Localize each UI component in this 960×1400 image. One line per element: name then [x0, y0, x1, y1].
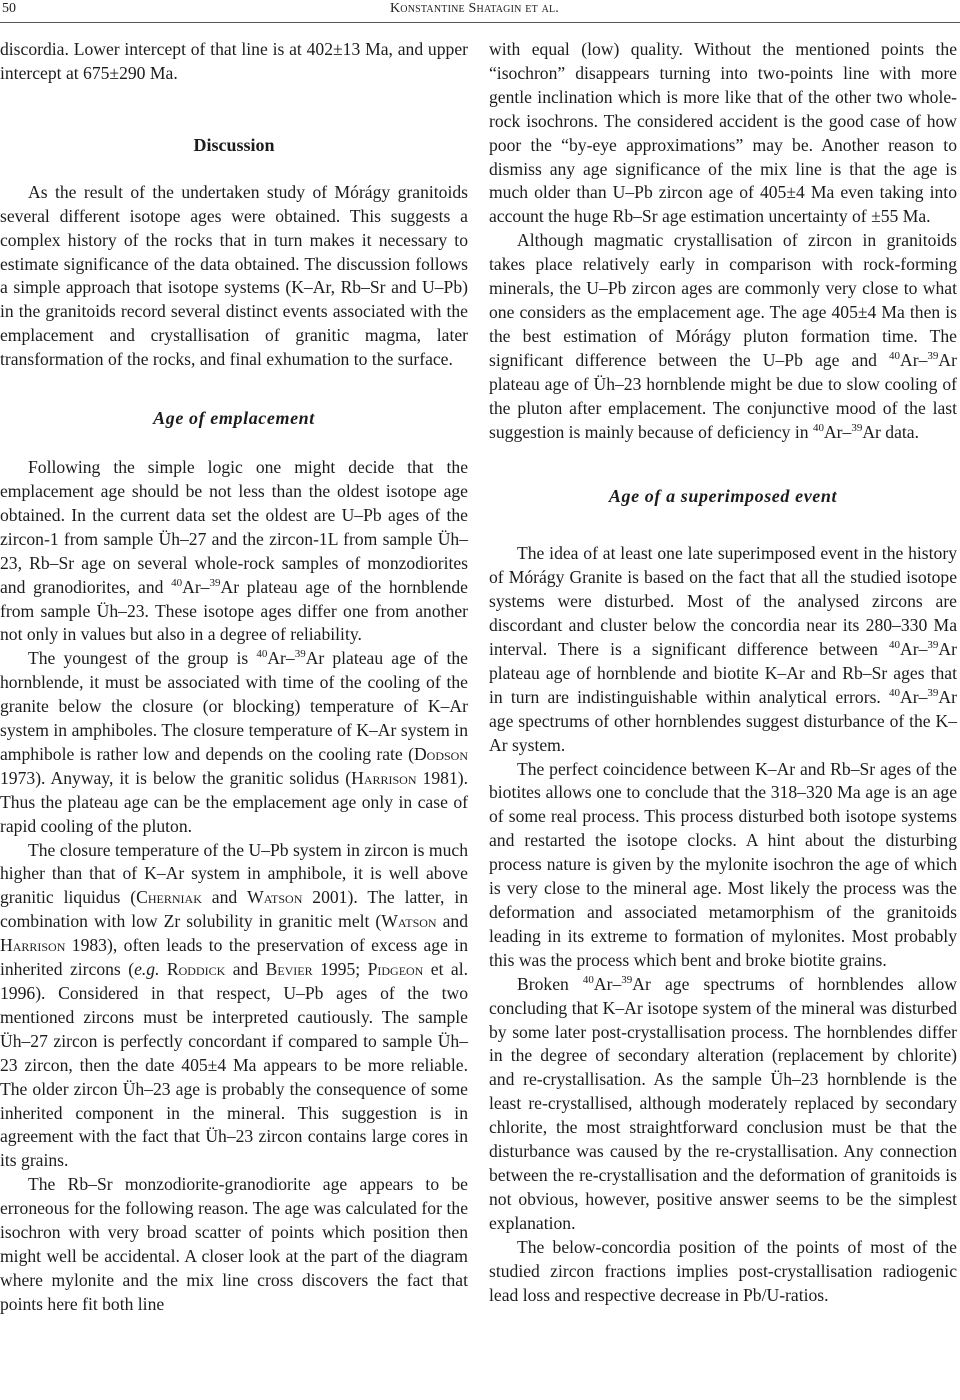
- citation-author: Cherniak: [136, 887, 202, 908]
- paragraph: Although magmatic crystallisation of zircon in granitoids takes place relatively early in comparison with rock-forming minerals, the U–Pb zircon ages are commonly very close to what one considers as the emplacement age. The age 405±4 Ma then is the best estimation of Mórágy pluton formation time. The significant difference between the U–Pb age and $^{40}$Ar–$^{39}$Ar plateau age of Üh–23 hornblende might be due to slow cooling of the pluton after emplacement. The conjunctive mood of the last suggestion is mainly because of deficiency in $^{40}$Ar–$^{39}$Ar data.: [489, 230, 957, 442]
- paragraph-continued: discordia. Lower intercept of that line is at 402±13 Ma, and upper intercept at 675±290 Ma.: [0, 39, 468, 83]
- paragraph: Broken $^{40}$Ar–$^{39}$Ar age spectrums of hornblendes allow concluding that K–Ar isotope system of the mineral was disturbed by some later post-crystallisation process. The hornblendes differ in the degree of secondary alteration (replacement by chlorite) and re-crystallisation. As the sample Üh–23 hornblende is the least re-crystallised, although moderately replaced by secondary chlorite, the most straightforward conclusion must be that the disturbance was caused by the re-crystallisation. Any connection between the re-crystallisation and the deformation of granitoids is not obvious, however, positive answer seems to be the simplest explanation.: [489, 973, 957, 1233]
- citation-author: Roddick: [166, 959, 226, 980]
- paragraph-continued: with equal (low) quality. Without the mentioned points the “isochron” disappears turning into two-points line with more gentle inclination which is more like that of the other two whole-rock isochrons. The considered accident is the good case of how poor the “by-eye approximations” may be. Another reason to dismiss any age significance of the mix line is that the age is much older than U–Pb zircon age of 405±4 Ma even taking into account the huge Rb–Sr age estimation uncertainty of ±55 Ma.: [489, 39, 957, 227]
- paragraph: The below-concordia position of the points of most of the studied zircon fractions implies post-crystallisation radiogenic lead loss and respective decrease in Pb/U-ratios.: [489, 1236, 957, 1305]
- subsection-heading-age-of-emplacement: Age of emplacement: [153, 408, 315, 429]
- citation-author: Harrison: [351, 767, 417, 788]
- running-title: Konstantine Shatagin et al.: [390, 1, 560, 16]
- paragraph: The closure temperature of the U–Pb system in zircon is much higher than that of K–Ar system in amphibole, it is well above granitic liquidus (Cherniak and Watson 2001). The latter, in combination with low Zr solubility in granitic melt (Watson and Harrison 1983), often leads to the preservation of excess age in inherited zircons (e.g. Roddick and Bevier 1995; Pidgeon et al. 1996). Considered in that respect, U–Pb ages of the two mentioned zircons must be interpreted cautiously. The sample Üh–27 zircon is perfectly concordant if compared to sample Üh–23 zircon, then the date 405±4 Ma appears to be more reliable. The older zircon Üh–23 age is probably the consequence of some inherited component in the mineral. This suggestion is in agreement with the fact that Üh–23 zircon contains large cores in its grains.: [0, 839, 469, 1171]
- citation-author: Dodson: [413, 743, 468, 764]
- paragraph: As the result of the undertaken study of Mórágy granitoids several different isotope ages were obtained. This suggests a complex history of the rocks that in turn makes it necessary to estimate significance of the data obtained. The discussion follows a simple approach that isotope systems (K–Ar, Rb–Sr and U–Pb) in the granitoids record several distinct events associated with the emplacement and crystallisation of granitic magma, later transformation of the rocks, and final exhumation to the surface.: [0, 181, 468, 370]
- paragraph: The perfect coincidence between K–Ar and Rb–Sr ages of the biotites allows one to conclude that the 318–320 Ma age is an age of some real process. This process disturbed both isotope systems and restarted the isotope clocks. A hint about the disturbing process nature is given by the mylonite isochron the age of which is very close to the mineral age. Most likely the process was the deformation and associated metamorphism of the granitoids leading in its extreme to formation of mylonites. Most probably this was the process which bent and broke biotite grains.: [489, 758, 957, 970]
- paragraph: The Rb–Sr monzodiorite-granodiorite age appears to be erroneous for the following reason. The age was calculated for the isochron with very broad scatter of points which position then might well be accidental. A closer look at the part of the diagram where mylonite and the mix line cross discovers the fact that points here fit both line: [0, 1174, 468, 1314]
- paragraph: The youngest of the group is $^{40}$Ar–$^{39}$Ar plateau age of the hornblende, it must be associated with time of the cooling of the granite below the closure (or blocking) temperature of K–Ar system in amphiboles. The closure temperature of K–Ar system in amphibole is rather low and depends on the cooling rate (Dodson 1973). Anyway, it is below the granitic solidus (Harrison 1981). Thus the plateau age can be the emplacement age only in case of rapid cooling of the pluton.: [0, 648, 469, 836]
- citation-author: Harrison: [0, 935, 66, 956]
- paragraph: The idea of at least one late superimposed event in the history of Mórágy Granite is based on the fact that all the studied isotope systems were disturbed. Most of the analysed zircons are discordant and cluster below the concordia near its 280–330 Ma interval. There is a significant difference between $^{40}$Ar–$^{39}$Ar plateau age of hornblende and biotite K–Ar and Rb–Sr ages that in turn are indistinguishable within analytical errors. $^{40}$Ar–$^{39}$Ar age spectrums of other hornblendes suggest disturbance of the K–Ar system.: [489, 543, 957, 755]
- citation-author: Watson: [247, 887, 303, 908]
- section-heading-discussion: Discussion: [193, 134, 275, 155]
- citation-author: Watson: [381, 911, 437, 932]
- right-column: [489, 38, 957, 1307]
- page-header: [0, 0, 960, 23]
- page-number: 50: [2, 1, 16, 16]
- left-column: [0, 38, 468, 1317]
- citation-author: Bevier: [265, 959, 313, 980]
- paragraph: Following the simple logic one might decide that the emplacement age should be not less than the oldest isotope age obtained. In the current data set the oldest are U–Pb ages of the zircon-1 from sample Üh–27 and the zircon-1L from sample Üh–23, Rb–Sr age on several whole-rock samples of monzodiorites and granodiorites, and $^{40}$Ar–$^{39}$Ar plateau age of the hornblende from sample Üh–23. These isotope ages differ one from another not only in values but also in a degree of reliability.: [0, 457, 468, 645]
- citation-author: Pidgeon: [367, 959, 424, 980]
- subsection-heading-superimposed-event: Age of a superimposed event: [608, 486, 838, 507]
